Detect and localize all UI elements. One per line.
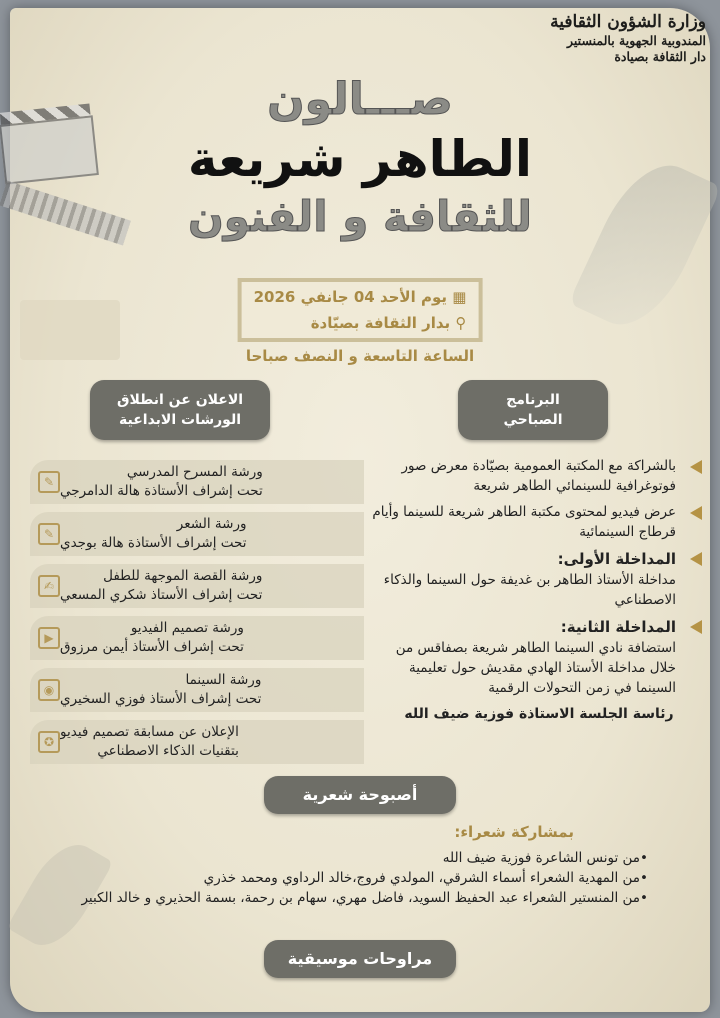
triangle-bullet-icon [690,552,702,566]
workshop-item [30,512,364,556]
poets-line: •من المنستير الشعراء عبد الحفيظ السويد، فاضل مهري، سهام بن رحمة، بسمة الحذيري و خالد الكبير [81,890,648,906]
workshop-supervisor: تحت إشراف الأستاذة هالة بوجدي [60,535,247,551]
calendar-icon: ▦ [446,288,467,306]
award-ribbon-icon: ✪ [38,731,60,753]
delegation-name: المندوبية الجهوية بالمنستير [567,33,706,49]
workshop-supervisor: بتقنيات الذكاء الاصطناعي [97,743,239,759]
event-time: الساعة التاسعة و النصف صباحا [245,347,475,365]
workshop-supervisor: تحت إشراف الأستاذ أيمن مرزوق [60,639,244,655]
workshop-supervisor: تحت إشراف الأستاذ شكري المسعي [60,587,263,603]
workshop-item [30,564,364,608]
workshop-item [30,616,364,660]
workshop-item [30,720,364,764]
workshop-name: ورشة تصميم الفيديو [130,620,244,636]
triangle-bullet-icon [690,460,702,474]
program-item-text: مداخلة الأستاذ الطاهر بن غديفة حول السينما والذكاء الاصطناعي [383,572,676,608]
event-info-box [238,278,483,342]
program-item [368,548,710,610]
workshop-item [30,668,364,712]
poets-list [18,848,648,908]
poets-line: •من المهدية الشعراء أسماء الشرقي، المولدي فروج،خالد الرداوي ومحمد خذري [203,870,648,886]
program-item [368,616,710,698]
title-name: الطاهر شريعة [187,130,533,188]
notepad-pen-icon: ✎ [38,523,60,545]
workshop-name: الإعلان عن مسابقة تصميم فيديو [60,724,239,740]
workshop-supervisor: تحت إشراف الأستاذة هالة الدامرجي [60,483,263,499]
music-title: مراوحات موسيقية [264,940,456,978]
open-book-illustration [20,300,120,360]
workshops-title [90,380,270,440]
program-item-text: بالشراكة مع المكتبة العمومية بصيّادة معرض صور فوتوغرافية للسينمائي الطاهر شريعة [401,458,676,494]
workshops-list [30,460,364,772]
ministry-name: وزارة الشؤون الثقافية [550,12,706,32]
laptop-video-icon: ▶ [38,627,60,649]
program-item [368,456,710,496]
program-item [368,502,710,542]
workshop-name: ورشة السينما [185,672,262,688]
workshop-name: ورشة الشعر [176,516,247,532]
triangle-bullet-icon [690,620,702,634]
program-item-text: استضافة نادي السينما الطاهر شريعة بصفاقس من خلال مداخلة الأستاذ الهادي مقديش حول تعليمية السينما في زمن التحولات الرقمية [395,640,676,696]
title-subtitle: للثقافة و الفنون [187,192,533,241]
program-item-heading: المداخلة الثانية: [560,618,676,636]
program-item-heading: المداخلة الأولى: [557,550,676,568]
poets-line: •من تونس الشاعرة فوزية ضيف الله [442,850,648,866]
house-name: دار الثقافة بصيادة [614,48,706,64]
workshop-item [30,460,364,504]
notepad-pen-icon: ✎ [38,471,60,493]
event-date: يوم الأحد 04 جانفي 2026 [253,288,447,306]
triangle-bullet-icon [690,506,702,520]
poets-participation-label: بمشاركة شعراء: [454,823,574,841]
program-title-line2: الصباحي [503,412,563,428]
document-pen-icon: ✍ [38,575,60,597]
workshop-name: ورشة المسرح المدرسي [126,464,263,480]
program-title-line1: البرنامج [506,392,560,408]
workshop-name: ورشة القصة الموجهة للطفل [103,568,263,584]
program-list [368,456,710,730]
workshops-title-line2: الورشات الابداعية [119,412,241,428]
location-pin-icon: ⚲ [450,314,467,332]
program-title [458,380,608,440]
workshops-title-line1: الاعلان عن انطلاق [116,392,244,408]
video-camera-icon: ◉ [38,679,60,701]
session-chair: رئاسة الجلسة الاستاذة فوزية ضيف الله [404,706,674,722]
program-item-text: عرض فيديو لمحتوى مكتبة الطاهر شريعة للسينما وأيام قرطاج السينمائية [372,504,676,540]
ministry-header [550,12,706,65]
title-salon: صـــالون [267,74,453,125]
workshop-supervisor: تحت إشراف الأستاذ فوزي السخيري [60,691,262,707]
event-venue: بدار الثقافة بصيّادة [310,314,451,332]
poetry-morning-title: أصبوحة شعرية [264,776,456,814]
